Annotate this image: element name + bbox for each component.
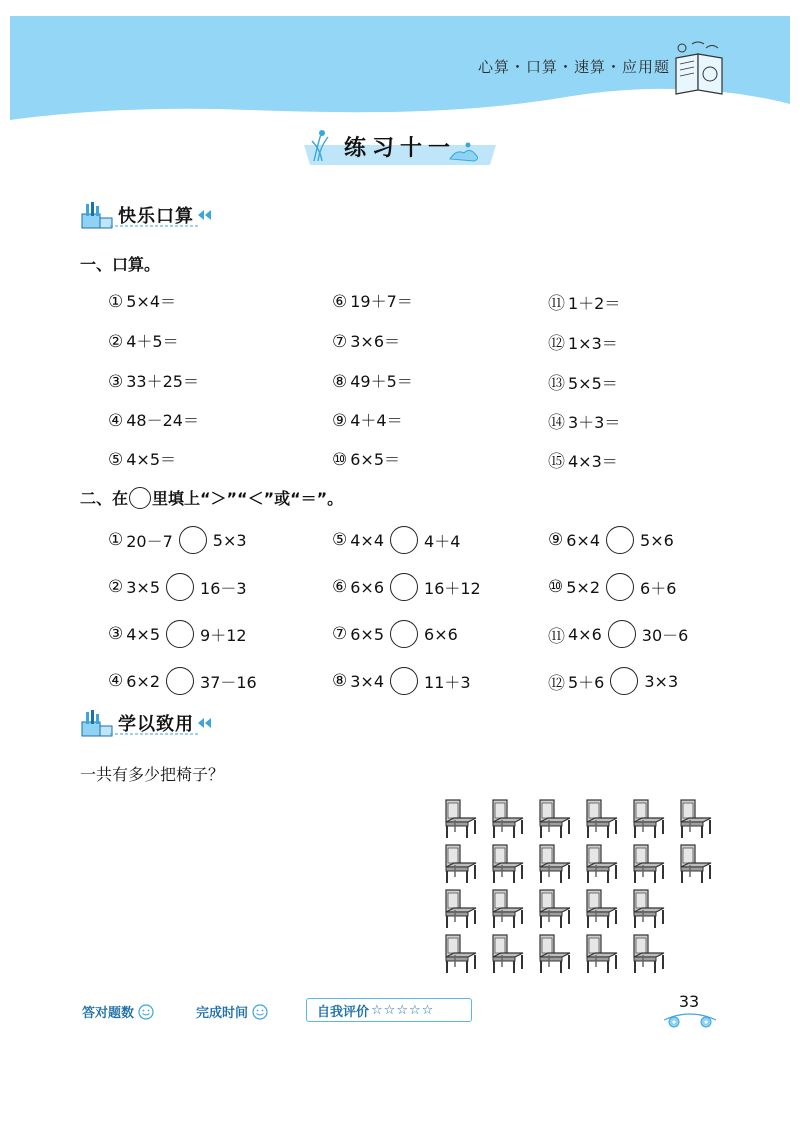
open-book-icon	[670, 38, 730, 96]
smiley-icon	[252, 1004, 268, 1020]
oral-problem	[108, 289, 176, 312]
footer-correct-count	[82, 1002, 154, 1021]
oral-problem	[332, 289, 413, 312]
compare-problem	[548, 573, 676, 601]
double-arrow-icon	[196, 209, 212, 221]
page-number-badge	[660, 990, 720, 1032]
problem-number: ⑨	[548, 530, 564, 550]
compare-right: 3×3	[644, 671, 679, 691]
compare-left: 5＋6	[568, 672, 605, 692]
chair-icon	[630, 798, 666, 840]
chair-icon	[583, 888, 619, 930]
problem-expression: 49＋5＝	[350, 372, 413, 391]
pencil-cup-icon	[80, 200, 114, 230]
compare-problem	[548, 620, 688, 648]
compare-problem	[548, 526, 674, 554]
problem-number: ⑬	[548, 374, 565, 394]
chair-icon	[583, 843, 619, 885]
problem-number: ⑪	[548, 626, 565, 647]
compare-right: 16－3	[200, 578, 247, 598]
problem-number: ⑩	[332, 450, 348, 470]
self-eval-label: 自我评价	[317, 1004, 370, 1020]
compare-problem	[108, 667, 257, 695]
problem-expression: 4＋5＝	[126, 332, 179, 351]
page-title: 练习十一	[343, 136, 456, 161]
problem-number: ⑪	[548, 294, 565, 314]
answer-circle[interactable]	[179, 526, 207, 554]
problem-number: ⑫	[548, 334, 565, 354]
compare-right: 9＋12	[200, 625, 247, 645]
problem-number: ⑩	[548, 577, 564, 597]
footer-time	[196, 1002, 268, 1021]
compare-right: 5×6	[640, 530, 674, 550]
answer-circle[interactable]	[610, 667, 638, 695]
chair-icon	[442, 798, 478, 840]
q2-title-prefix: 二、在	[80, 489, 129, 508]
footer-time-label: 完成时间	[196, 1006, 249, 1021]
smiley-icon	[138, 1004, 154, 1020]
chair-icon	[442, 888, 478, 930]
compare-problem	[108, 526, 247, 554]
answer-circle[interactable]	[166, 573, 194, 601]
problem-expression: 4×3＝	[568, 452, 618, 471]
oral-problem	[108, 447, 176, 470]
compare-left: 4×5	[126, 624, 161, 644]
problem-expression: 5×5＝	[568, 374, 618, 393]
compare-right: 37－16	[200, 672, 257, 692]
problem-expression: 3×6＝	[350, 332, 401, 351]
problem-number: ①	[108, 292, 124, 312]
chair-icon	[442, 933, 478, 975]
q1-title: 一、口算。	[80, 255, 161, 274]
problem-number: ⑧	[332, 372, 348, 392]
oral-problem	[108, 329, 179, 352]
compare-right: 30－6	[641, 625, 689, 645]
problem-number: ④	[108, 411, 124, 431]
oral-problem	[548, 408, 620, 433]
chair-icon	[489, 933, 525, 975]
problem-expression: 19＋7＝	[350, 292, 413, 311]
problem-number: ③	[108, 624, 124, 644]
compare-left: 6×5	[350, 624, 385, 644]
compare-left: 3×4	[350, 671, 385, 691]
compare-right: 16＋12	[424, 578, 481, 598]
answer-circle[interactable]	[606, 526, 634, 554]
oral-problem	[548, 369, 618, 394]
chair-icon	[583, 933, 619, 975]
double-arrow-icon	[196, 717, 212, 729]
header-subtitle: 心算・口算・速算・应用题	[478, 58, 671, 76]
section-oral-underline	[110, 224, 200, 228]
problem-number: ⑦	[332, 332, 348, 352]
oral-problem	[108, 408, 199, 431]
compare-left: 20－7	[126, 531, 173, 551]
problem-number: ④	[108, 671, 124, 691]
problem-number: ②	[108, 332, 124, 352]
compare-left: 4×6	[568, 624, 602, 644]
chair-icon	[630, 933, 666, 975]
answer-circle[interactable]	[608, 620, 636, 648]
chair-icon	[630, 843, 666, 885]
chair-icon	[536, 843, 572, 885]
compare-left: 6×2	[126, 671, 161, 691]
answer-circle[interactable]	[390, 667, 418, 695]
answer-circle[interactable]	[390, 526, 418, 554]
chair-icon	[677, 798, 713, 840]
compare-problem	[332, 526, 460, 554]
compare-left: 6×4	[566, 530, 601, 550]
problem-expression: 33＋25＝	[126, 372, 199, 391]
answer-circle[interactable]	[166, 667, 194, 695]
compare-right: 4＋4	[424, 531, 461, 551]
problem-expression: 1×3＝	[568, 334, 618, 353]
problem-number: ⑥	[332, 292, 348, 312]
page-number: 33	[678, 992, 700, 1011]
compare-right: 11＋3	[424, 672, 471, 692]
problem-expression: 5×4＝	[126, 292, 177, 311]
compare-problem	[332, 620, 458, 648]
compare-problem	[332, 573, 481, 601]
problem-expression: 4×5＝	[126, 450, 177, 469]
oral-problem	[548, 447, 618, 472]
compare-left: 3×5	[126, 577, 161, 597]
problem-number: ⑤	[108, 450, 124, 470]
oral-problem	[108, 369, 199, 392]
compare-left: 5×2	[566, 577, 601, 597]
compare-problem	[548, 667, 678, 695]
problem-expression: 48－24＝	[126, 411, 199, 430]
section-oral-title: 快乐口算	[118, 206, 194, 227]
compare-left: 6×6	[350, 577, 385, 597]
pencil-cup-icon	[80, 708, 114, 738]
answer-circle[interactable]	[606, 573, 634, 601]
chair-icon	[442, 843, 478, 885]
problem-number: ⑦	[332, 624, 348, 644]
title-banner	[300, 125, 500, 169]
compare-right: 6＋6	[640, 578, 677, 598]
compare-right: 5×3	[212, 530, 247, 550]
chair-icon	[630, 888, 666, 930]
section-apply-underline	[110, 732, 200, 736]
compare-problem	[332, 667, 471, 695]
problem-number: ⑨	[332, 411, 348, 431]
answer-circle[interactable]	[390, 620, 418, 648]
answer-circle[interactable]	[390, 573, 418, 601]
compare-left: 4×4	[350, 530, 385, 550]
oral-problem	[332, 447, 400, 470]
application-question: 一共有多少把椅子？	[80, 765, 225, 784]
compare-problem	[108, 620, 247, 648]
problem-number: ③	[108, 372, 124, 392]
footer-correct-count-label: 答对题数	[82, 1006, 135, 1021]
problem-expression: 4＋4＝	[350, 411, 403, 430]
problem-number: ⑫	[548, 673, 565, 694]
compare-right: 6×6	[424, 624, 458, 644]
star-rating[interactable]: ☆☆☆☆☆	[371, 1002, 435, 1018]
q2-title-circle	[129, 487, 151, 509]
oral-problem	[332, 369, 413, 392]
chair-icon	[583, 798, 619, 840]
chair-icon	[536, 888, 572, 930]
problem-number: ⑥	[332, 577, 348, 597]
oral-problem	[332, 329, 400, 352]
problem-number: ⑮	[548, 452, 565, 472]
problem-expression: 1＋2＝	[568, 294, 621, 313]
answer-circle[interactable]	[166, 620, 194, 648]
chair-icon	[536, 798, 572, 840]
compare-problem	[108, 573, 247, 601]
oral-problem	[548, 329, 618, 354]
problem-number: ⑭	[548, 413, 565, 433]
chair-icon	[677, 843, 713, 885]
chair-icon	[536, 933, 572, 975]
problem-number: ①	[108, 530, 124, 550]
problem-number: ⑧	[332, 671, 348, 691]
problem-expression: 6×5＝	[350, 450, 401, 469]
chair-icon	[489, 843, 525, 885]
problem-number: ②	[108, 577, 124, 597]
self-evaluation-box	[306, 998, 472, 1022]
q2-title	[80, 486, 343, 509]
oral-problem	[548, 289, 620, 314]
q2-title-suffix: 里填上“＞”“＜”或“＝”。	[152, 489, 344, 508]
oral-problem	[332, 408, 403, 431]
problem-number: ⑤	[332, 530, 348, 550]
chair-icon	[489, 888, 525, 930]
section-apply-title: 学以致用	[118, 714, 194, 735]
chair-icon	[489, 798, 525, 840]
problem-expression: 3＋3＝	[568, 413, 621, 432]
